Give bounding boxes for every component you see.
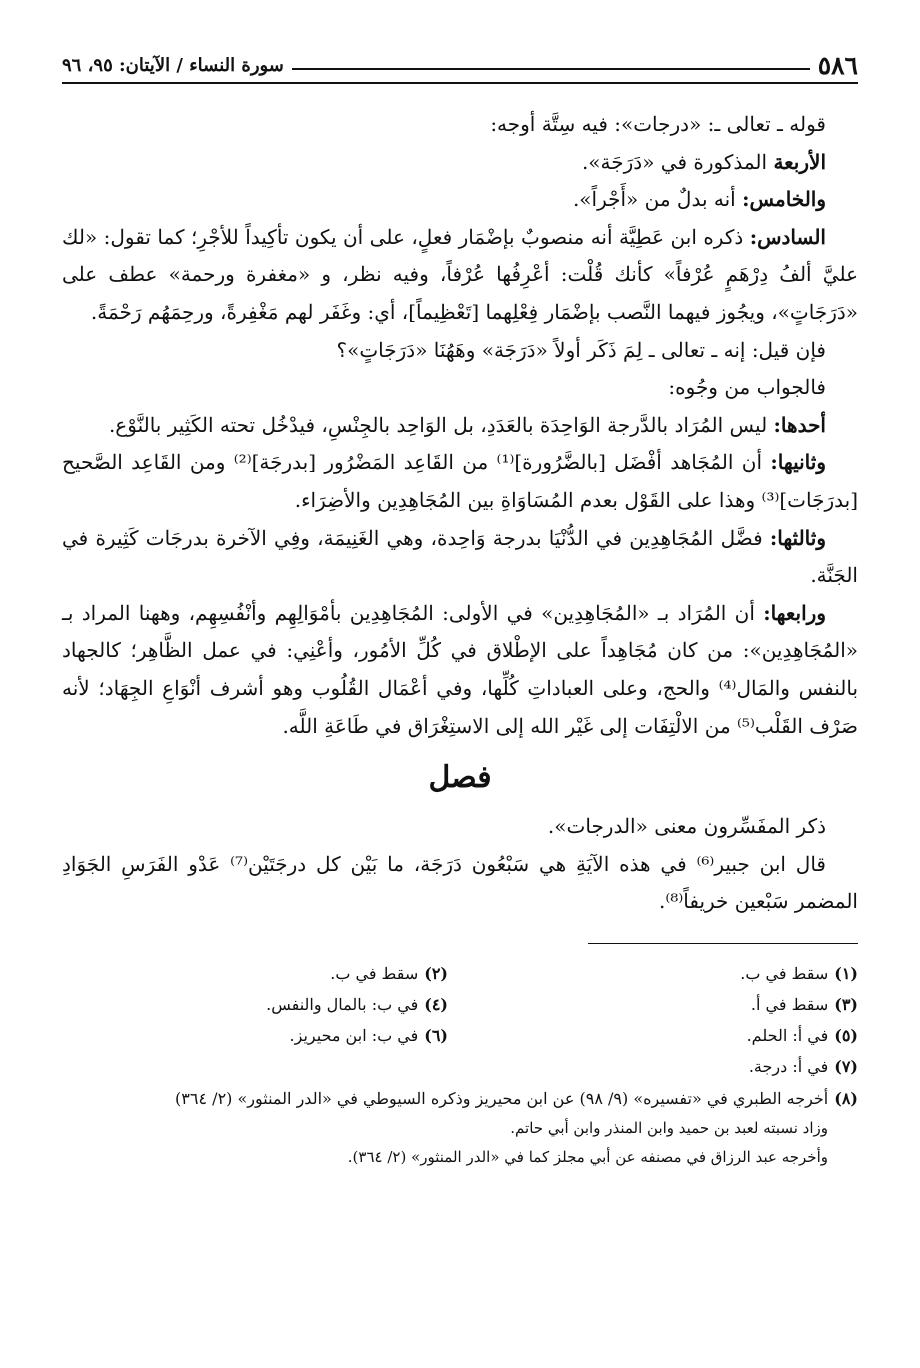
footnote-number: (٣) — [834, 995, 858, 1015]
footnote-number: (٦) — [424, 1026, 448, 1046]
paragraph-text: ذكره ابن عَطِيَّة أنه منصوبٌ بإضْمَار فعلٍ، على أن يكون تأكِيداً للأجْرِ؛ كما تقول: «لك عليَّ ألفُ دِرْهَمٍ عُرْفاً» كأنك قُلْت: أعْرِفُها عُرْفاً، وفيه نظر، و «مغفرة ورحمة» عطف على «دَرَجَاتٍ»، ويجُوز فيهما النَّصب بإضْمَار فِعْلِهما [تَعْظِيماً]، أي: وغَفَر لهم مَغْفِرةً، ورحِمَهُم رَحْمَةً. — [62, 224, 858, 324]
footnote-number: (٤) — [424, 995, 448, 1015]
paragraph-text: ذكر المفَسِّرون معنى «الدرجات». — [547, 814, 826, 839]
paragraph — [62, 444, 858, 519]
paragraph-label: وثانيها: — [770, 450, 826, 475]
paragraph — [62, 219, 858, 332]
paragraph-text: أن المُرَاد بـ «المُجَاهِدِين» في الأولى: المُجَاهِدِين بأمْوَالِهِم وأنْفُسِهِم، وههنا المراد بـ «المُجَاهِدِين»: من كان مُجَاهِداً على الإطْلاق في كُلِّ الأمُور، وأعْنِي: في عمل الظَّاهِر؛ كالجهاد بالنفس والمَال⁽⁴⁾ والحج، وعلى العباداتِ كُلِّها، وفي أعْمَال القُلُوب وهو أشرف أنْوَاعِ الجِهَاد؛ لأنه صَرْف القَلْب⁽⁵⁾ من الالْتِفَات إلى غَيْر الله إلى الاستِغْرَاق في طَاعَةِ اللَّه. — [62, 600, 859, 738]
footnotes — [62, 958, 858, 1172]
paragraph — [62, 106, 858, 144]
paragraph-text: المذكورة في «دَرَجَة». — [581, 149, 774, 174]
section-heading: فصل — [428, 760, 492, 796]
running-title: سورة النساء / الآيتان: ٩٥، ٩٦ — [62, 55, 284, 76]
footnote — [62, 958, 448, 989]
footnote-text: في أ: درجة. — [748, 1057, 829, 1077]
paragraph-text: أنه بدلٌ من «أَجْراً». — [572, 187, 743, 212]
footnote-number: (١) — [834, 963, 858, 983]
footnote-number: (٢) — [424, 963, 448, 983]
paragraph — [62, 407, 858, 445]
running-header — [62, 42, 858, 78]
footnote — [62, 1083, 858, 1114]
footnote — [488, 989, 858, 1020]
footnote-text: في ب: بالمال والنفس. — [266, 995, 419, 1015]
paragraph — [62, 144, 858, 182]
paragraph — [62, 595, 858, 745]
footnote — [488, 958, 858, 989]
header-divider — [292, 68, 810, 70]
footnote-text: سقط في أ. — [750, 995, 829, 1015]
footnote — [488, 1051, 858, 1082]
paragraph — [62, 808, 858, 846]
footnote-text: أخرجه الطبري في «تفسيره» (٩/ ٩٨) عن ابن محيريز وذكره السيوطي في «الدر المنثور» (٢/ ٣٦٤) — [175, 1088, 829, 1108]
footnote-text: سقط في ب. — [330, 963, 419, 983]
footnote-empty — [62, 1051, 448, 1082]
footnote-grid — [62, 958, 858, 1083]
paragraph-text: قال ابن جبير⁽⁶⁾ في هذه الآيَةِ هي سَبْعُون دَرَجَة، ما بَيْن كل درجَتَيْن⁽⁷⁾ عَدْو الفَرَسِ الجَوَادِ المضمر سَبْعين خريفاً⁽⁸⁾. — [62, 851, 858, 914]
paragraph-text: فضَّل المُجَاهِدِين في الدُّنْيَا بدرجة وَاحِدة، وهي الغَنِيمَة، وفِي الآخرة بدرجَات كَثِيرة في الجَنَّة. — [62, 525, 858, 588]
paragraph — [62, 846, 858, 921]
footnote-divider — [588, 943, 858, 944]
paragraph — [62, 181, 858, 219]
footnote-continuation: وأخرجه عبد الرزاق في مصنفه عن أبي مجلز كما في «الدر المنثور» (٢/ ٣٦٤). — [347, 1148, 828, 1167]
footnote-text: في أ: الحلم. — [746, 1026, 829, 1046]
paragraph-text: ليس المُرَاد بالدَّرجة الوَاحِدَة بالعَدَدِ، بل الوَاحِد بالجِنْسِ، فيدْخُل تحته الكَثِير بالنَّوْع. — [108, 412, 774, 437]
page-number: ٥٨٦ — [817, 51, 858, 80]
main-text — [62, 106, 858, 921]
footnote — [62, 1020, 448, 1051]
paragraph-label: الأربعة — [773, 149, 826, 174]
paragraph-text: أن المُجَاهد أفْضَل [بالضَّرُورة]⁽¹⁾ من القَاعِد المَضْرُور [بدرجَة]⁽²⁾ ومن القَاعِد الصَّحيح [بدرَجَات]⁽³⁾ وهذا على القَوْل بعدم المُسَاوَاةِ بين المُجَاهِدِين والأضِرَاء. — [62, 450, 858, 512]
paragraph-text: فالجواب من وجُوه: — [668, 375, 826, 400]
footnote — [62, 989, 448, 1020]
footnote-number: (٨) — [834, 1088, 858, 1108]
paragraph-label: والخامس: — [742, 187, 826, 212]
paragraph — [62, 520, 858, 595]
footnote-number: (٧) — [834, 1057, 858, 1077]
footnote-continuation: وزاد نسبته لعبد بن حميد وابن المنذر وابن أبي حاتم. — [510, 1118, 828, 1137]
paragraph — [62, 369, 858, 407]
paragraph — [62, 332, 858, 370]
footnote-number: (٥) — [834, 1026, 858, 1046]
paragraph-text: فإن قيل: إنه ـ تعالى ـ لِمَ ذَكَر أولاً «دَرَجَة» وهَهُنَا «دَرَجَاتٍ»؟ — [336, 337, 826, 362]
paragraph-label: ورابعها: — [763, 600, 826, 625]
header-rule — [62, 82, 858, 84]
paragraph-text: قوله ـ تعالى ـ: «درجات»: فيه سِتَّة أوجه: — [490, 112, 826, 136]
paragraph-label: أحدها: — [773, 412, 826, 437]
paragraph-label: وثالثها: — [769, 525, 826, 550]
paragraph-label: السادس: — [749, 224, 826, 249]
footnote-text: في ب: ابن محيريز. — [289, 1026, 419, 1046]
footnote — [488, 1020, 858, 1051]
footnote-text: سقط في ب. — [740, 963, 829, 983]
